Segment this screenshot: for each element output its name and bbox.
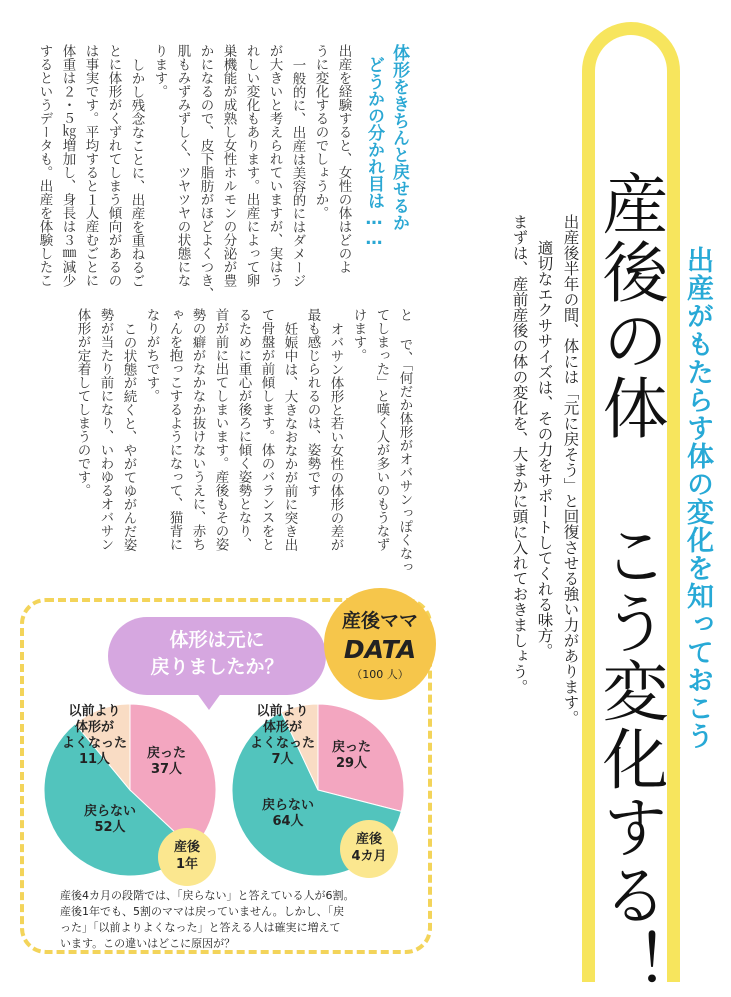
article-title: 産後の体 こう変化する！ bbox=[591, 170, 668, 997]
body-line: なりがちです。 bbox=[143, 308, 160, 403]
question-line-2: 戻りましたか？ bbox=[150, 656, 284, 678]
body-line: てしまった」と嘆く人が多いのもうなず bbox=[373, 308, 390, 551]
body-line: と で、「何だか体形がオバサンっぽくなっ bbox=[396, 308, 413, 574]
body-line: れしい変化もあります。出産によって卵 bbox=[243, 44, 260, 287]
body-line: は事実です。平均すると１人産むごとに bbox=[82, 44, 99, 287]
caption-line: 産後4カ月の段階では、「戻らない」と答えている人が6割。 bbox=[60, 889, 355, 902]
body-line: 首が前に出てしまいます。産後もその姿 bbox=[212, 308, 229, 551]
body-line: この状態が続くと、やがてゆがんだ姿 bbox=[120, 322, 137, 552]
body-line: しかし残念なことに、出産を重ねるご bbox=[128, 58, 145, 288]
body-line: 出産を経験すると、女性の体はどのよ bbox=[335, 44, 352, 274]
body-line: けます。 bbox=[350, 308, 367, 362]
body-line: 肌もみずみずしく、ツヤツヤの状態にな bbox=[174, 44, 191, 287]
badge-sample-size: （100 人） bbox=[351, 668, 409, 681]
pie1-period-badge: 産後 1年 bbox=[158, 828, 216, 886]
body-line: 勢が当たり前になり、いわゆるオバサン bbox=[97, 308, 114, 551]
body-line: とに体形がくずれてしまう傾向があるの bbox=[105, 44, 122, 287]
body-line: 妊娠中は、大きなおなかが前に突き出 bbox=[281, 322, 298, 552]
body-line: て骨盤が前傾します。体のバランスをと bbox=[258, 308, 275, 551]
body-line: 体重は２・５㎏増加し、身長は３㎜減少 bbox=[59, 44, 76, 287]
body-line: 最も感じられるのは、姿勢です bbox=[304, 308, 321, 497]
pie2-label-not-returned: 戻らない 64人 bbox=[262, 798, 315, 829]
body-line: 体形が定着してしまうのです。 bbox=[74, 308, 91, 497]
badge-data-label: DATA bbox=[343, 635, 417, 664]
pie1-label-returned: 戻った 37人 bbox=[147, 746, 187, 777]
body-line: 一般的に、出産は美容的にはダメージ bbox=[289, 58, 306, 288]
section-heading-line-2: どうかの分かれ目は…… bbox=[364, 56, 384, 249]
pie1-label-improved: 以前より 体形が よくなった 11人 bbox=[62, 704, 128, 767]
pie2-period-badge: 産後 4カ月 bbox=[340, 820, 398, 878]
body-line: かになるので、皮下脂肪がほどよくつき、 bbox=[197, 44, 214, 301]
lead-line-2: 適切なエクササイズは、その力をサポートしてくれる味方。 bbox=[535, 240, 554, 659]
body-line: 勢の癖がなかなか抜けないうえに、赤ち bbox=[189, 308, 206, 551]
body-line: が大きいと考えられていますが、実はう bbox=[266, 44, 283, 287]
data-caption bbox=[60, 888, 410, 952]
pie2-label-returned: 戻った 29人 bbox=[332, 740, 372, 771]
body-line: るために重心が後ろに傾く姿勢となり、 bbox=[235, 308, 252, 551]
pie1-label-not-returned: 戻らない 52人 bbox=[84, 804, 137, 835]
article-subtitle: 出産がもたらす体の変化を知っておこう bbox=[682, 246, 713, 750]
body-line: するというデータも。出産を体験したこ bbox=[36, 44, 53, 287]
pie2-label-improved: 以前より 体形が よくなった 7人 bbox=[250, 704, 316, 767]
body-line: オバサン体形と若い女性の体形の差が bbox=[327, 322, 344, 552]
section-heading-line-1: 体形をきちんと戻せるか bbox=[389, 44, 409, 231]
question-line-1: 体形は元に bbox=[169, 629, 265, 651]
badge-title: 産後ママ bbox=[341, 610, 418, 632]
body-line: ります。 bbox=[151, 44, 168, 98]
question-bubble bbox=[108, 617, 326, 695]
data-badge bbox=[324, 588, 436, 700]
caption-line: 産後1年でも、5割のママは戻っていません。しかし、「戻 bbox=[60, 905, 345, 918]
lead-line-1: 出産後半年の間、体には「元に戻そう」と回復させる強い力があります。 bbox=[561, 214, 580, 726]
caption-line: った」「以前よりよくなった」と答える人は確実に増えて bbox=[60, 921, 341, 934]
body-line: 巣機能が成熟し女性ホルモンの分泌が豊 bbox=[220, 44, 237, 287]
body-line: ゃんを抱っこするようになって、猫背に bbox=[166, 308, 183, 551]
lead-line-3: まずは、産前産後の体の変化を、大まかに頭に入れておきましょう。 bbox=[510, 214, 529, 695]
caption-line: います。この違いはどこに原因が？ bbox=[60, 937, 236, 950]
body-line: うに変化するのでしょうか。 bbox=[312, 44, 329, 220]
